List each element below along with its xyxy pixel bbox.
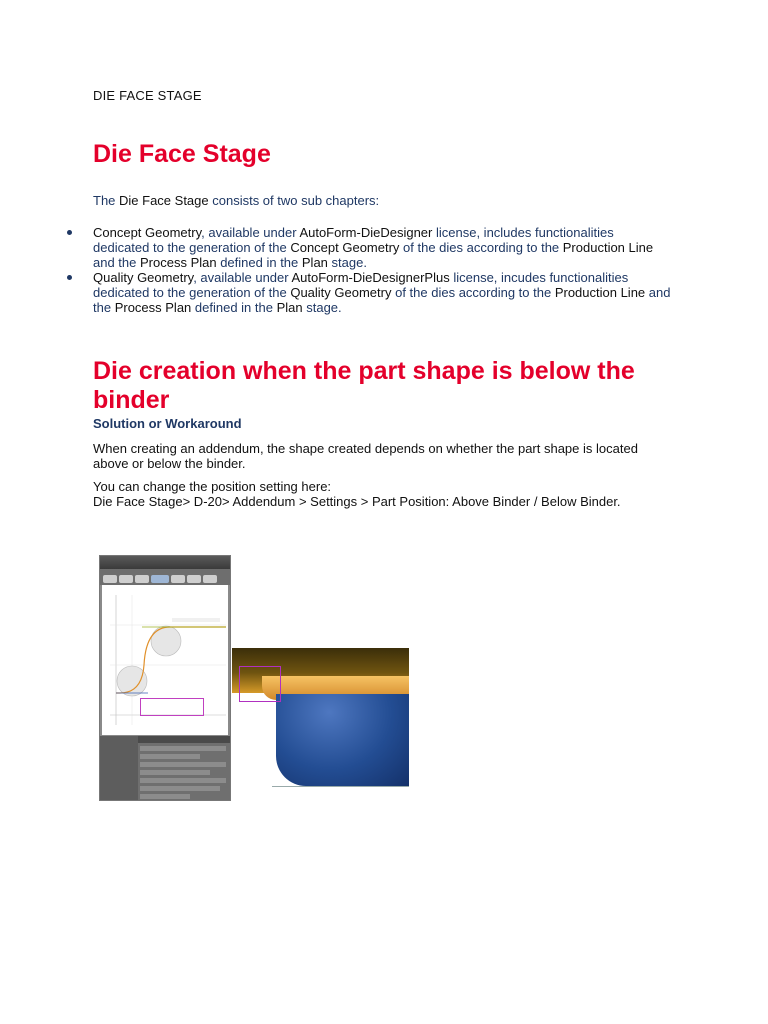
bullet-text: AutoForm-DieDesignerPlus [291,270,450,285]
screenshot-row [140,762,226,767]
screenshot-tab [119,575,133,583]
screenshot-row [140,746,226,751]
screenshot-row [140,754,200,759]
bullet-text: Plan [276,300,303,315]
bullet-text: of the dies according to the [391,285,555,300]
position-setting-line-2: Die Face Stage> D-20> Addendum > Settings > Part Position: Above Binder / Below Binder. [93,494,621,509]
screenshot-tab-active [151,575,169,583]
part-body [276,694,409,786]
intro-paragraph [93,193,379,208]
addendum-dialog-screenshot [99,555,231,801]
screenshot-tab [103,575,117,583]
bullet-text: license, incudes functionalities dedicated to the generation of the [93,270,629,300]
selection-box [239,666,281,702]
screenshot-tab [135,575,149,583]
list-item [93,225,673,270]
screenshot-toolbar [100,556,230,569]
edge-line [272,786,409,787]
bullet-text: Plan [301,255,328,270]
bullet-text: , available under [193,270,292,285]
bullet-text: Quality Geometry [93,270,194,285]
intro-text-1: The [93,193,120,208]
bullet-icon [67,230,72,235]
screenshot-panel-header [138,736,230,743]
addendum-paragraph: When creating an addendum, the shape created depends on whether the part shape is located above or below the binder. [93,441,638,471]
sub-chapter-list [93,225,673,315]
intro-text-3: consists of two sub chapters: [208,193,380,208]
list-item [93,270,673,315]
part-position-highlight [140,698,204,716]
bullet-text: , available under [201,225,300,240]
bullet-text: defined in the [216,255,302,270]
bullet-text: Concept Geometry [93,225,202,240]
bullet-text: Production Line [554,285,646,300]
screenshot-row [140,770,210,775]
bullet-text: of the dies according to the [399,240,563,255]
die-render-screenshot [232,648,409,800]
bullet-text: license, includes functionalities dedicated to the generation of the [93,225,614,255]
bullet-text: and the [93,255,140,270]
screenshot-tab [187,575,201,583]
section-heading-die-creation: Die creation when the part shape is below the binder [93,357,635,414]
bullet-text: Process Plan [140,255,217,270]
position-setting-line-1: You can change the position setting here: [93,479,332,494]
bullet-text: Quality Geometry [290,285,392,300]
screenshot-tab [171,575,185,583]
screenshot-row [140,786,220,791]
subheading-solution: Solution or Workaround [93,416,242,431]
screenshot-row [140,778,226,783]
bullet-text: Process Plan [114,300,192,315]
bullet-text: Concept Geometry [290,240,400,255]
screenshot-tab-strip [100,569,230,585]
bullet-text: AutoForm-DieDesigner [299,225,433,240]
intro-text-2: Die Face Stage [119,193,209,208]
bullet-text: Production Line [562,240,654,255]
section-heading-die-face-stage: Die Face Stage [93,140,271,168]
bullet-text: stage. [327,255,367,270]
bullet-text: stage. [302,300,342,315]
bullet-text: and the [93,285,671,315]
screenshot-left-panel [100,736,138,800]
addendum-settings-panel [100,736,230,800]
doc-title: DIE FACE STAGE [93,88,202,103]
bullet-text: defined in the [191,300,277,315]
screenshot-tab [203,575,217,583]
screenshot-row [140,794,190,799]
bullet-icon [67,275,72,280]
